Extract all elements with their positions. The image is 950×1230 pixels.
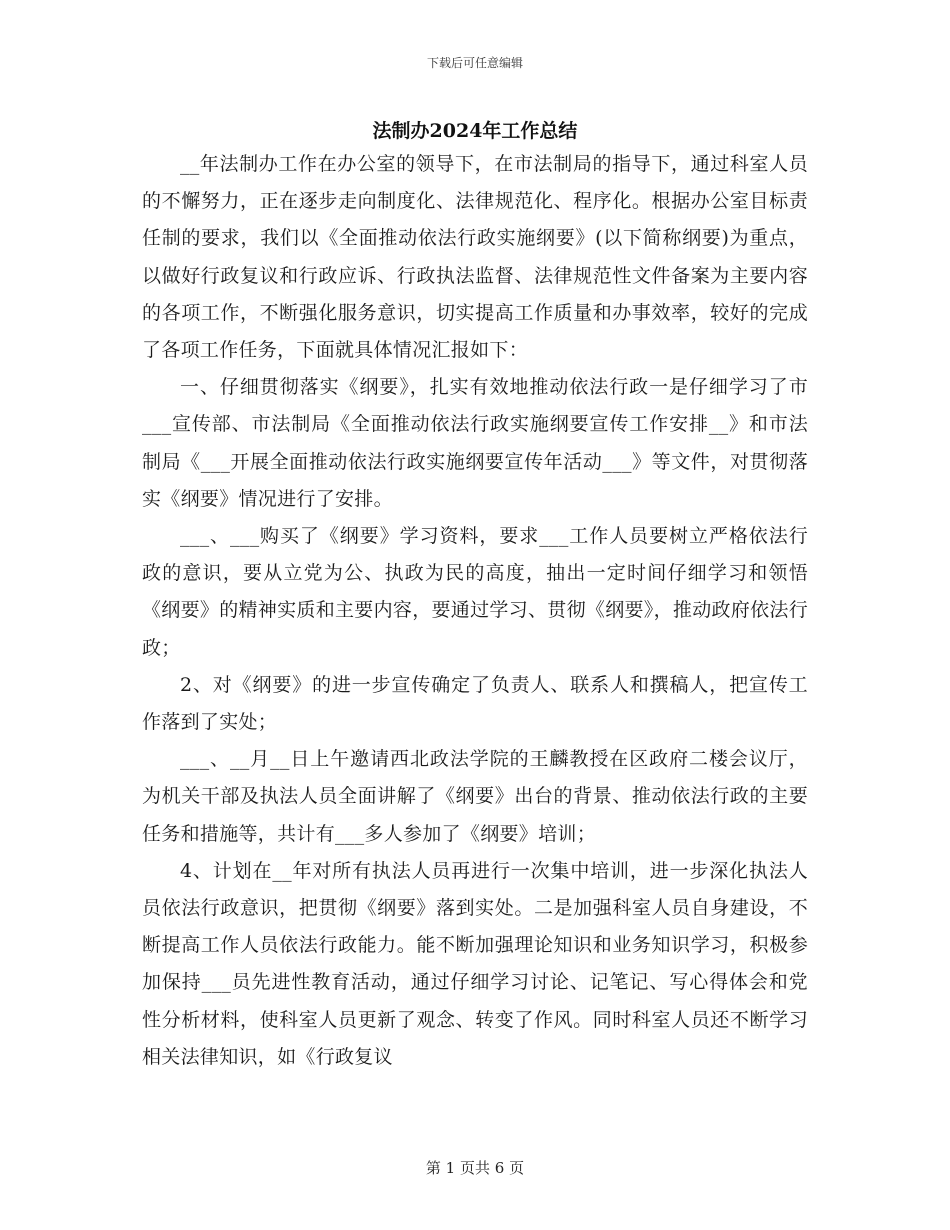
paragraph: ___、__月__日上午邀请西北政法学院的王麟教授在区政府二楼会议厅，为机关干部及执法人员全面讲解了《纲要》出台的背景、推动依法行政的主要任务和措施等，共计有___多人参加了《纲要》培训；	[142, 748, 808, 845]
document-body	[142, 146, 808, 1076]
paragraph: __年法制办工作在办公室的领导下，在市法制局的指导下，通过科室人员的不懈努力，正在逐步走向制度化、法律规范化、程序化。根据办公室目标责任制的要求，我们以《全面推动依法行政实施纲要》(以下简称纲要)为重点，以做好行政复议和行政应诉、行政执法监督、法律规范性文件备案为主要内容的各项工作，不断强化服务意识，切实提高工作质量和办事效率，较好的完成了各项工作任务，下面就具体情况汇报如下：	[142, 153, 808, 362]
page-number: 第 1 页共 6 页	[425, 1159, 525, 1177]
document-title: 法制办2024年工作总结	[372, 120, 578, 142]
page-header-note: 下载后可任意编辑	[426, 56, 523, 70]
paragraph: ___、___购买了《纲要》学习资料，要求___工作人员要树立严格依法行政的意识，要从立党为公、执政为民的高度，抽出一定时间仔细学习和领悟《纲要》的精神实质和主要内容，要通过学习、贯彻《纲要》，推动政府依法行政；	[142, 525, 809, 659]
paragraph: 一、仔细贯彻落实《纲要》，扎实有效地推动依法行政一是仔细学习了市___宣传部、市法制局《全面推动依法行政实施纲要宣传工作安排__》和市法制局《___开展全面推动依法行政实施纲要宣传年活动___》等文件，对贯彻落实《纲要》情况进行了安排。	[142, 376, 808, 510]
paragraph: 2、对《纲要》的进一步宣传确定了负责人、联系人和撰稿人，把宣传工作落到了实处；	[142, 673, 808, 734]
paragraph: 4、计划在__年对所有执法人员再进行一次集中培训，进一步深化执法人员依法行政意识，把贯彻《纲要》落到实处。二是加强科室人员自身建设，不断提高工作人员依法行政能力。能不断加强理论知识和业务知识学习，积极参加保持___员先进性教育活动，通过仔细学习讨论、记笔记、写心得体会和党性分析材料，使科室人员更新了观念、转变了作风。同时科室人员还不断学习相关法律知识，如《行政复议	[142, 859, 808, 1068]
